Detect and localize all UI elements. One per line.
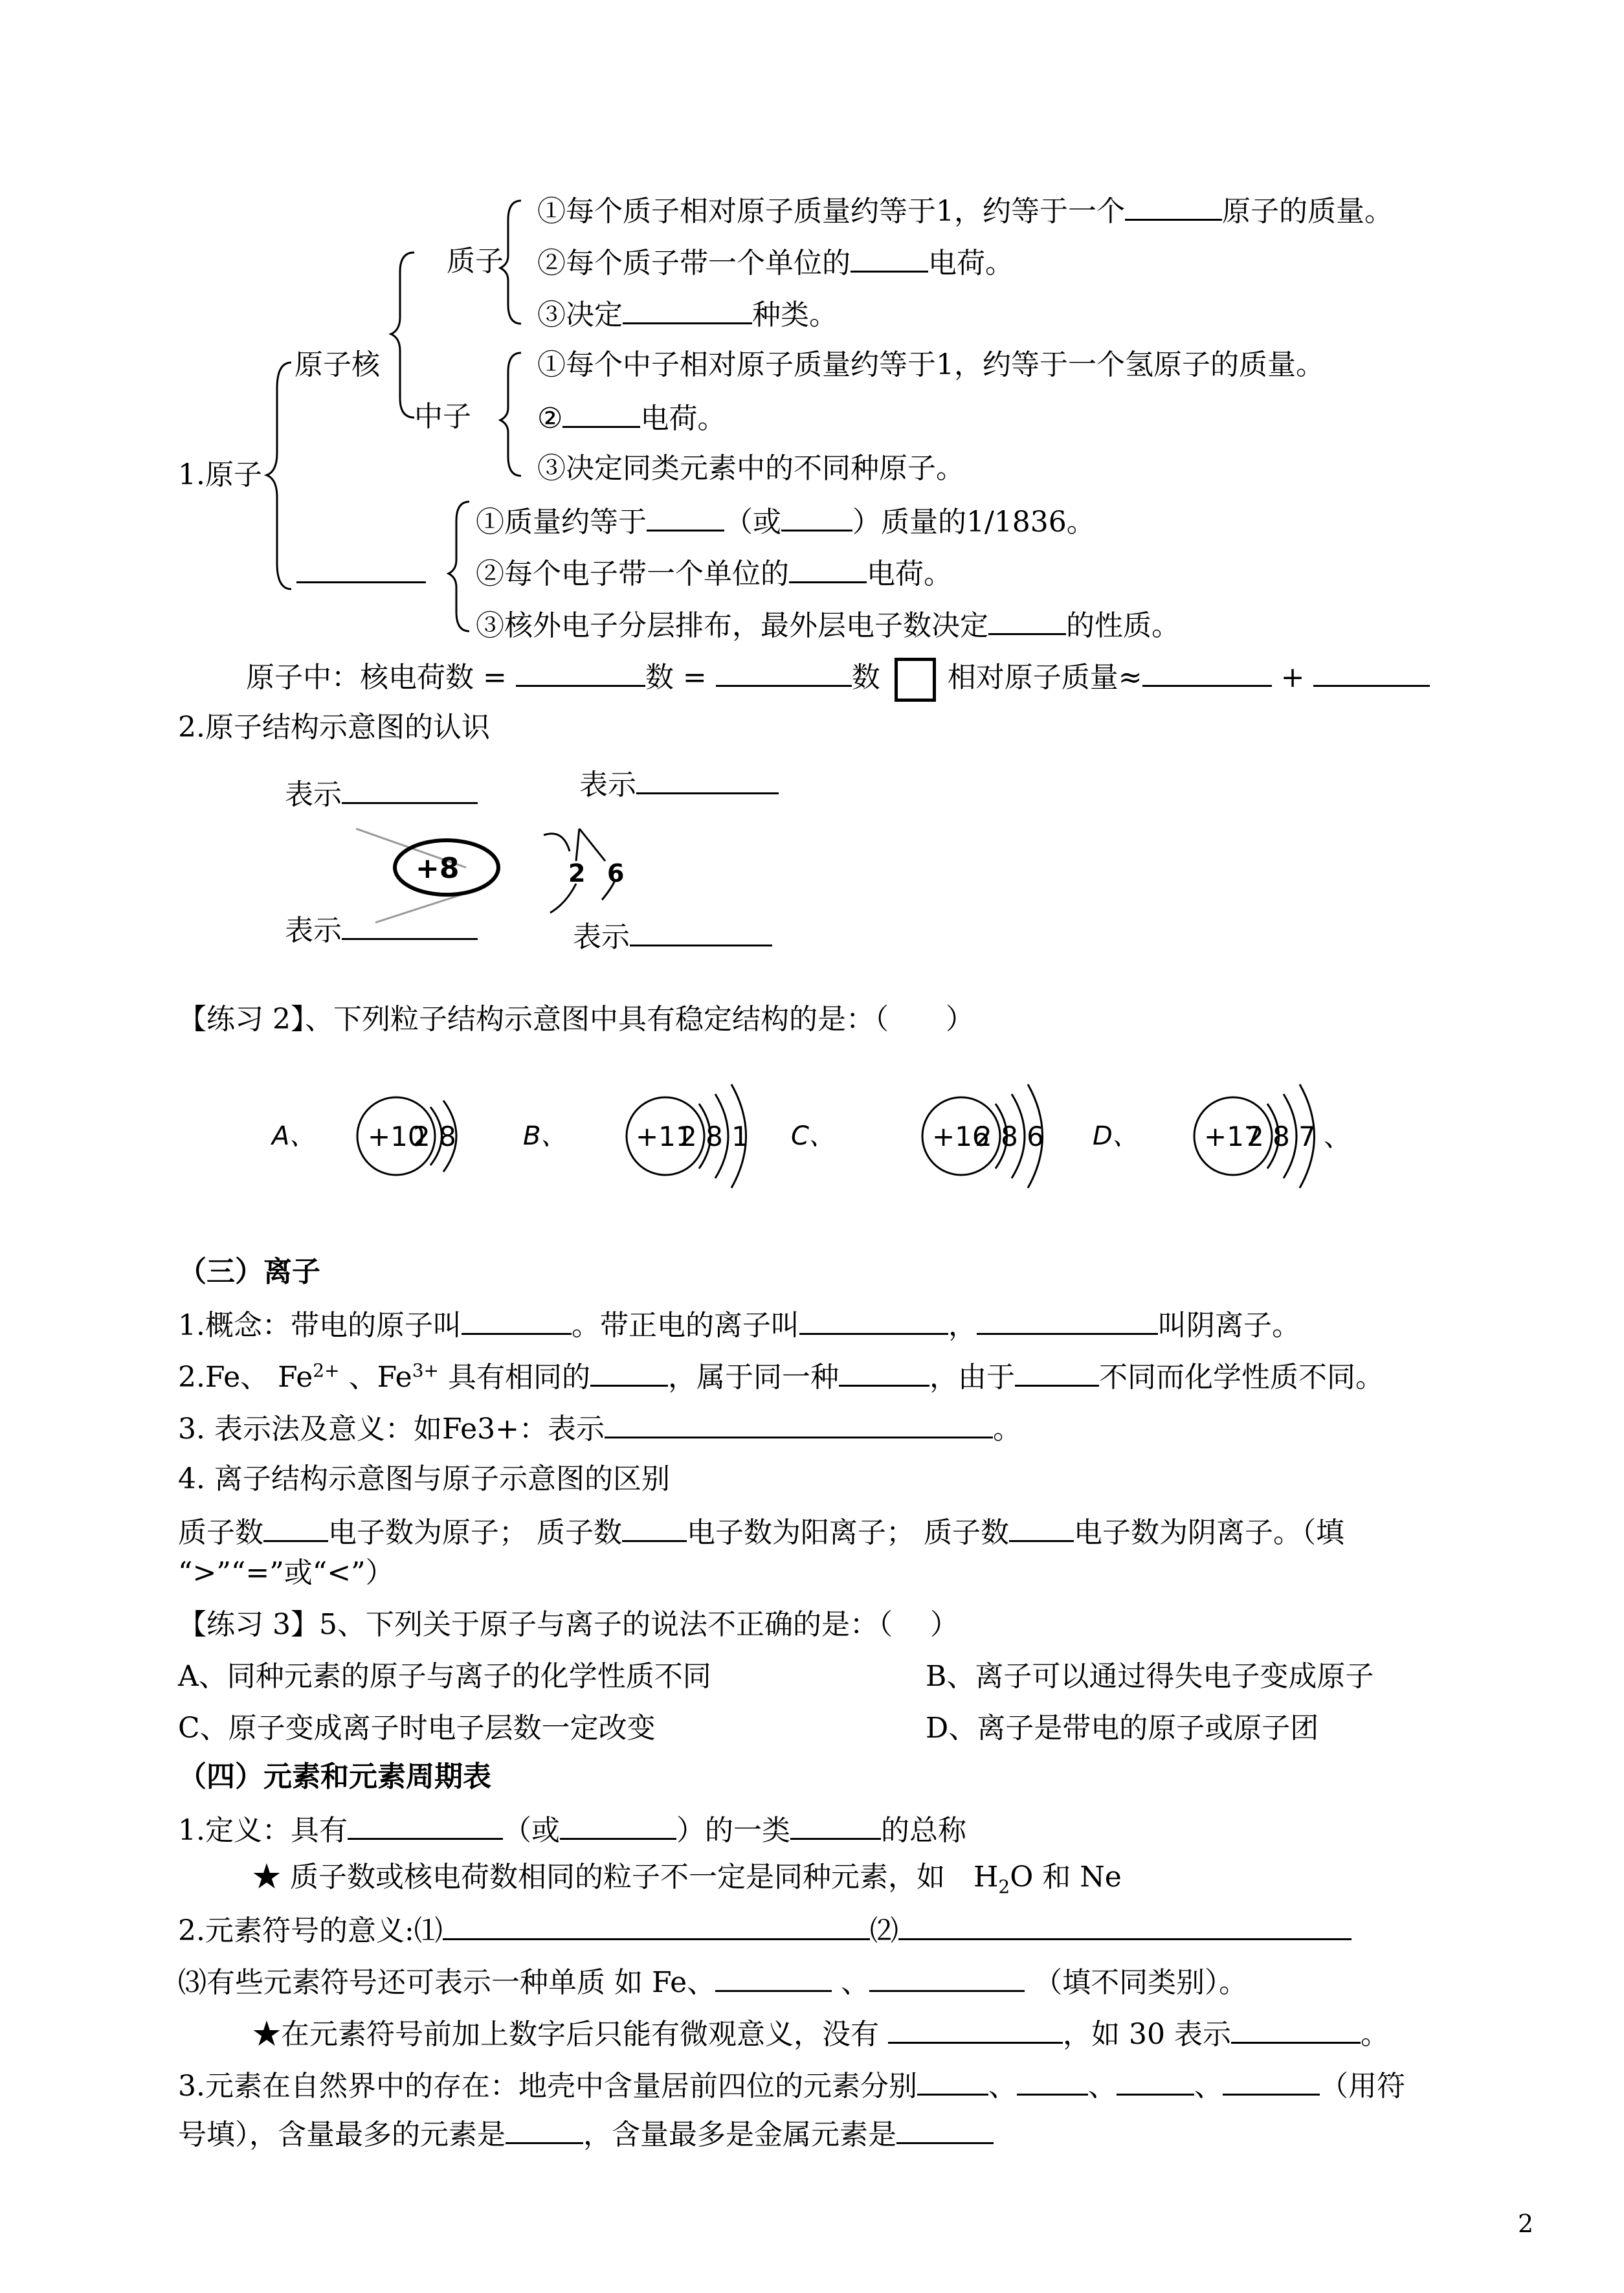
svg-text:+8: +8 [416,852,460,885]
blank[interactable] [1015,1356,1099,1387]
page-number: 2 [1518,2209,1534,2238]
blank[interactable] [799,1304,948,1335]
blank[interactable] [1231,2013,1361,2044]
elements-star-1: ★ 质子数或核电荷数相同的粒子不一定是同种元素，如 $H_2O$ 和 Ne [252,1861,1122,1897]
blank[interactable] [605,1408,993,1438]
blank[interactable] [1117,2065,1194,2096]
answer-box[interactable] [895,658,936,702]
svg-text:+11: +11 [636,1121,693,1152]
exercise2-title: 【练习 2】、下列粒子结构示意图中具有稳定结构的是：（ ） [178,1003,974,1036]
blank[interactable] [623,294,752,324]
ions-title: （三）离子 [178,1255,320,1288]
blank[interactable] [851,242,928,273]
atom-label: 1.原子 [178,458,262,491]
blank[interactable] [1009,1512,1074,1542]
blank[interactable] [647,501,724,531]
electron-blank[interactable] [296,553,426,594]
exercise3-option-c[interactable]: C、原子变成离子时电子层数一定改变 [178,1712,656,1745]
option-a [270,1097,456,1175]
svg-text:2 8 7: 2 8 7 [1247,1121,1316,1152]
oxygen-atom-diagram [356,816,680,945]
diagram-label-br: 表示 [573,916,772,957]
svg-text:2 8: 2 8 [413,1121,456,1152]
proton-line-3: ③决定 种类。 [537,294,838,335]
exercise3-option-a[interactable]: A、同种元素的原子与离子的化学性质不同 [178,1660,711,1693]
blank[interactable] [715,1962,832,1992]
blank[interactable] [443,1910,870,1940]
neutron-line-2: ② 电荷。 [537,397,726,438]
diagram-label-bl: 表示 [285,910,478,950]
blank[interactable] [789,553,867,583]
svg-text:B、: B、 [523,1121,567,1151]
svg-text:C、: C、 [791,1121,835,1151]
svg-text:+17: +17 [1204,1121,1262,1152]
svg-text:6: 6 [607,859,625,888]
blank[interactable] [977,1304,1158,1335]
proton-line-1: ①每个质子相对原子质量约等于1，约等于一个 原子的质量。 [537,190,1393,231]
diagram-label-tl: 表示 [285,774,478,814]
blank[interactable] [1125,190,1222,221]
exercise3-option-d[interactable]: D、离子是带电的原子或原子团 [926,1712,1319,1745]
elements-star-2: ★在元素符号前加上数字后只能有微观意义，没有 ，如 30 表示 。 [252,2013,1389,2054]
exercise3-option-b[interactable]: B、离子可以通过得失电子变成原子 [926,1660,1374,1693]
svg-text:2 8 1: 2 8 1 [680,1121,749,1152]
blank[interactable] [462,1304,572,1335]
blank[interactable] [781,501,852,531]
diagram-label-tr: 表示 [579,764,779,805]
elements-line-5: 号填），含量最多的元素是 ，含量最多是金属元素是 [178,2114,994,2154]
blank[interactable] [839,1356,929,1387]
elements-line-2: 2.元素符号的意义:⑴ ⑵ [178,1910,1351,1951]
svg-text:、: 、 [1324,1121,1351,1152]
blank[interactable] [506,2114,583,2144]
blank[interactable] [622,1512,687,1542]
electron-line-1: ①质量约等于 （或 ）质量的1/1836。 [476,501,1095,542]
blank[interactable] [348,1809,503,1840]
ions-line-2: 2.Fe、 $Fe^{2+}$ 、$Fe^{3+}$ 具有相同的 ，属于同一种 ，由于 不同而化学性质不同。 [178,1356,1384,1397]
neutron-line-1: ①每个中子相对原子质量约等于1，约等于一个氢原子的质量。 [537,348,1324,381]
blank[interactable] [1017,2065,1088,2096]
exercise3-title: 【练习 3】5、下列关于原子与离子的说法不正确的是：（ ） [178,1608,959,1641]
nucleus-label: 原子核 [295,348,380,381]
neutron-label: 中子 [414,400,471,433]
proton-line-2: ②每个质子带一个单位的 电荷。 [537,242,1014,283]
elements-title: （四）元素和元素周期表 [178,1760,491,1793]
electron-line-3: ③核外电子分层排布，最外层电子数决定 的性质。 [476,605,1180,645]
electron-line-2: ②每个电子带一个单位的 电荷。 [476,553,952,594]
ions-line-6: “>”“=”或“<”） [178,1556,394,1589]
proton-label: 质子 [447,245,504,278]
section2-title: 2.原子结构示意图的认识 [178,711,490,744]
option-d [1093,1084,1351,1188]
svg-text:A、: A、 [272,1121,316,1151]
svg-text:D、: D、 [1093,1121,1139,1151]
blank[interactable] [790,1809,881,1840]
elements-line-3: ⑶有些元素符号还可表示一种单质 如 Fe、 、 （填不同类别）。 [178,1962,1247,2002]
blank[interactable] [1313,656,1430,687]
svg-text:2: 2 [568,859,586,888]
ions-line-5: 质子数 电子数为原子； 质子数 电子数为阳离子； 质子数 电子数为阴离子。（填 [178,1512,1344,1552]
relation-line: 原子中：核电荷数 = 数 = 数 相对原子质量≈ + [246,656,1430,702]
ions-line-3: 3. 表示法及意义：如Fe3+：表示 。 [178,1408,1021,1449]
blank[interactable] [516,656,645,687]
option-c [791,1084,1044,1188]
blank[interactable] [917,2065,988,2096]
elements-line-4: 3.元素在自然界中的存在：地壳中含量居前四位的元素分别 、 、 、 （用符 [178,2065,1405,2106]
option-b [523,1084,749,1188]
ions-line-1: 1.概念：带电的原子叫 。带正电的离子叫 ， 叫阴离子。 [178,1304,1300,1345]
elements-line-1: 1.定义：具有 （或 ）的一类 的总称 [178,1809,966,1850]
svg-text:+10: +10 [368,1121,425,1152]
blank[interactable] [560,1809,676,1840]
blank[interactable] [263,1512,328,1542]
svg-text:2 8 6: 2 8 6 [975,1121,1044,1152]
blank[interactable] [716,656,852,687]
neutron-line-3: ③决定同类元素中的不同种原子。 [537,452,964,485]
blank[interactable] [1142,656,1272,687]
blank[interactable] [988,605,1066,635]
exercise2-options [259,1068,1424,1211]
blank[interactable] [590,1356,668,1387]
blank[interactable] [898,1910,1351,1940]
ions-line-4: 4. 离子结构示意图与原子示意图的区别 [178,1462,670,1495]
blank[interactable] [562,397,640,428]
blank[interactable] [869,1962,1025,1992]
blank[interactable] [888,2013,1063,2044]
blank[interactable] [1223,2065,1320,2096]
blank[interactable] [896,2114,994,2144]
svg-text:+16: +16 [932,1121,990,1152]
